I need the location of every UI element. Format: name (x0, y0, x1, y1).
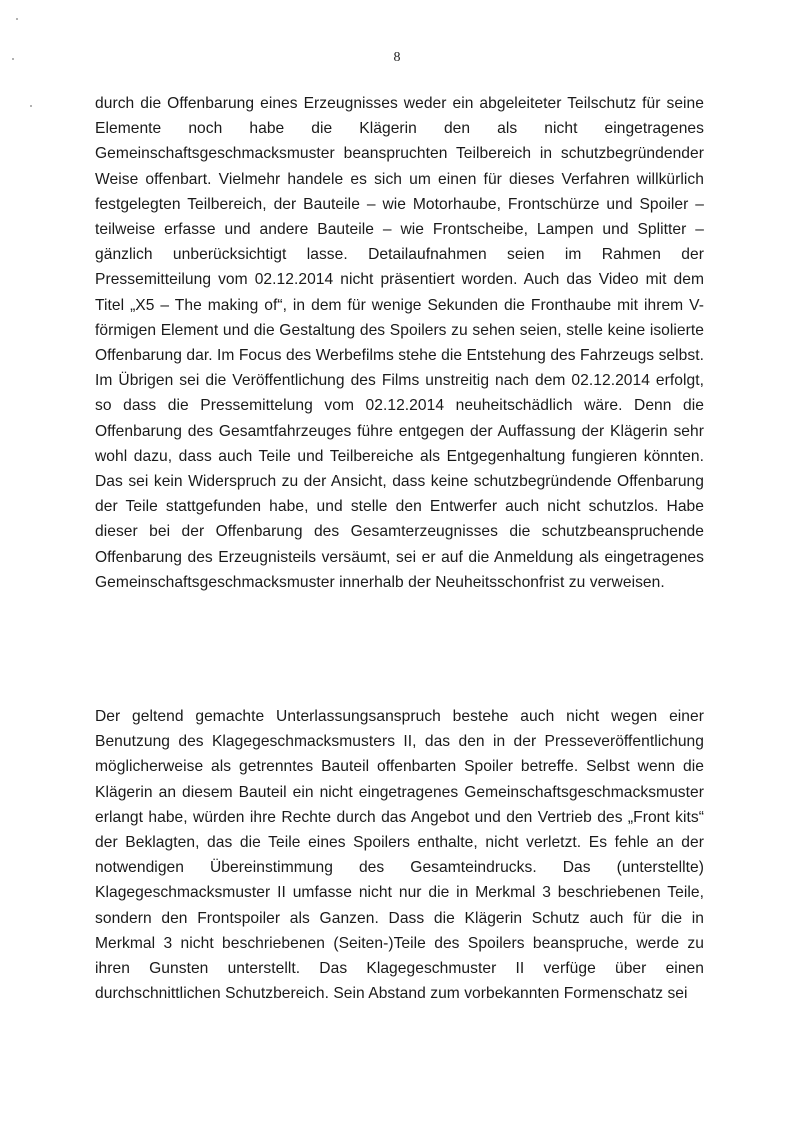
body-paragraph: durch die Offenbarung eines Erzeugnisses weder ein abgeleiteter Teilschutz für seine Elemente noch habe die Klägerin den als nicht eingetragenes Gemeinschaftsgeschmacksmuster beanspruchten Teilbereich in schutzbegründender Weise offenbart. Vielmehr handele es sich um einen für dieses Verfahren willkürlich festgelegten Teilbereich, der Bauteile – wie Motorhaube, Frontschürze und Spoiler – teilweise erfasse und andere Bauteile – wie Frontscheibe, Lampen und Splitter – gänzlich unberücksichtigt lasse. Detailaufnahmen seien im Rahmen der Pressemitteilung vom 02.12.2014 nicht präsentiert worden. Auch das Video mit dem Titel „X5 – The making of“, in dem für wenige Sekunden die Fronthaube mit ihrem V-förmigen Element und die Gestaltung des Spoilers zu sehen seien, stelle keine isolierte Offenbarung dar. Im Focus des Werbefilms stehe die Entstehung des Fahrzeugs selbst. Im Übrigen sei die Veröffentlichung des Films unstreitig nach dem 02.12.2014 erfolgt, so dass die Pressemittelung vom 02.12.2014 neuheitschädlich wäre. Denn die Offenbarung des Gesamtfahrzeuges führe entgegen der Auffassung der Klägerin sehr wohl dazu, dass auch Teile und Teilbereiche als Entgegenhaltung fungieren könnten. Das sei kein Widerspruch zu der Ansicht, dass keine schutzbegründende Offenbarung der Teile stattgefunden habe, und stelle den Entwerfer auch nicht schutzlos. Habe dieser bei der Offenbarung des Gesamterzeugnisses die schutzbeanspruchende Offenbarung des Erzeugnisteils versäumt, sei er auf die Anmeldung als eingetragenes Gemeinschaftsgeschmacksmuster innerhalb der Neuheitsschonfrist zu verweisen. (95, 95, 704, 591)
page-number: 8 (393, 50, 401, 65)
scan-speck (16, 18, 18, 20)
scan-speck (30, 105, 32, 107)
scan-speck (12, 58, 14, 60)
body-paragraph: Der geltend gemachte Unterlassungsanspruch bestehe auch nicht wegen einer Benutzung des Klagegeschmacksmusters II, das den in der Presseveröffentlichung möglicherweise als getrenntes Bauteil offenbarten Spoiler betreffe. Selbst wenn die Klägerin an diesem Bauteil ein nicht eingetragenes Gemeinschaftsgeschmacksmuster erlangt habe, würden ihre Rechte durch das Angebot und den Vertrieb des „Front kits“ der Beklagten, das die Teile eines Spoilers enthalte, nicht verletzt. Es fehle an der notwendigen Übereinstimmung des Gesamteindrucks. Das (unterstellte) Klagegeschmacksmuster II umfasse nicht nur die in Merkmal 3 beschriebenen Teile, sondern den Frontspoiler als Ganzen. Dass die Klägerin Schutz auch für die in Merkmal 3 nicht beschriebenen (Seiten-)Teile des Spoilers beanspruche, werde zu ihren Gunsten unterstellt. Das Klagegeschmuster II verfüge über einen durchschnittlichen Schutzbereich. Sein Abstand zum vorbekannten Formenschatz sei (95, 708, 704, 1003)
